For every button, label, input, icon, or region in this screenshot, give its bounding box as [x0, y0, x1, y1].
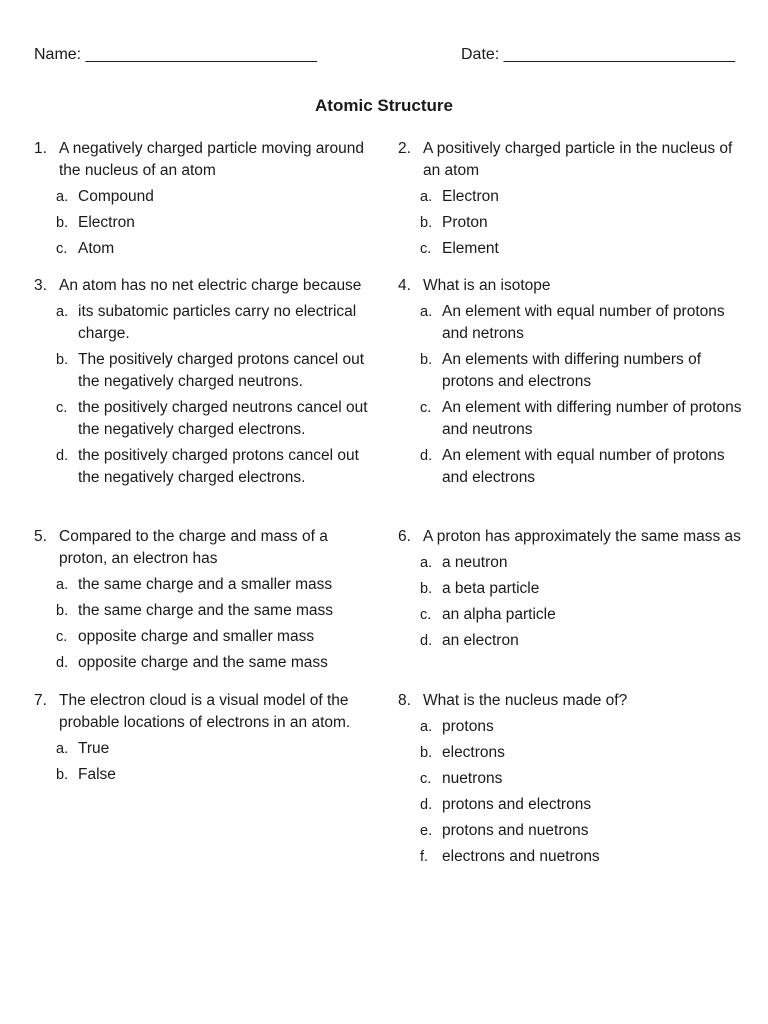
option-text: An elements with differing numbers of protons and electrons	[442, 351, 702, 390]
question-text: An atom has no net electric charge because	[59, 277, 362, 294]
answer-option	[34, 652, 379, 674]
option-text: True	[78, 740, 110, 757]
question-text: A negatively charged particle moving around the nucleus of an atom	[59, 140, 365, 179]
question-number: 2.	[398, 140, 411, 157]
option-letter: b.	[420, 352, 433, 368]
question-number: 4.	[398, 277, 411, 294]
question-text: A positively charged particle in the nucleus of an atom	[423, 140, 733, 179]
option-letter: c.	[420, 771, 432, 787]
option-text: Proton	[442, 214, 488, 231]
option-text: Atom	[78, 240, 115, 257]
question-number: 8.	[398, 692, 411, 709]
question-3	[34, 275, 379, 493]
name-field-label: Name: __________________________	[34, 46, 317, 63]
question-number: 5.	[34, 528, 47, 545]
option-text: Compound	[78, 188, 154, 205]
answer-option	[398, 630, 743, 652]
option-text: nuetrons	[442, 770, 503, 787]
option-letter: a.	[420, 719, 433, 735]
option-letter: a.	[56, 577, 69, 593]
option-letter: c.	[56, 400, 68, 416]
date-field-label: Date: __________________________	[461, 46, 736, 63]
option-letter: f.	[420, 849, 429, 865]
answer-option	[34, 349, 379, 393]
option-letter: c.	[56, 629, 68, 645]
question-number: 1.	[34, 140, 47, 157]
option-letter: c.	[420, 241, 432, 257]
option-letter: c.	[420, 400, 432, 416]
answer-option	[398, 578, 743, 600]
option-text: An element with equal number of protons and electrons	[442, 447, 725, 486]
option-letter: d.	[420, 633, 433, 649]
option-letter: d.	[56, 448, 69, 464]
option-text: an electron	[442, 632, 519, 649]
option-letter: d.	[420, 797, 433, 813]
answer-option	[34, 600, 379, 622]
option-letter: d.	[56, 655, 69, 671]
answer-option	[398, 301, 743, 345]
question-2	[398, 138, 743, 264]
question-1	[34, 138, 379, 264]
question-text: The electron cloud is a visual model of the probable locations of electrons in an atom.	[59, 692, 351, 731]
question-4	[398, 275, 743, 493]
option-text: protons	[442, 718, 494, 735]
answer-option	[398, 445, 743, 489]
option-text: electrons and nuetrons	[442, 848, 600, 865]
question-text: A proton has approximately the same mass as	[423, 528, 741, 545]
option-text: the same charge and the same mass	[78, 602, 334, 619]
question-7	[34, 690, 379, 790]
question-text: What is an isotope	[423, 277, 551, 294]
answer-option	[398, 768, 743, 790]
option-text: electrons	[442, 744, 505, 761]
option-letter: d.	[420, 448, 433, 464]
answer-option	[398, 349, 743, 393]
option-text: opposite charge and smaller mass	[78, 628, 315, 645]
option-letter: a.	[420, 555, 433, 571]
answer-option	[34, 574, 379, 596]
option-text: the same charge and a smaller mass	[78, 576, 333, 593]
answer-option	[34, 445, 379, 489]
option-letter: b.	[420, 581, 433, 597]
option-letter: a.	[56, 304, 69, 320]
question-text: What is the nucleus made of?	[423, 692, 628, 709]
answer-option	[34, 738, 379, 760]
option-text: the positively charged protons cancel out the negatively charged electrons.	[78, 447, 359, 486]
option-text: Element	[442, 240, 499, 257]
answer-option	[398, 238, 743, 260]
answer-option	[398, 552, 743, 574]
option-letter: a.	[56, 741, 69, 757]
question-6	[398, 526, 743, 656]
answer-option	[34, 626, 379, 648]
option-letter: a.	[420, 189, 433, 205]
option-letter: b.	[56, 215, 69, 231]
option-letter: a.	[56, 189, 69, 205]
answer-option	[34, 238, 379, 260]
question-8	[398, 690, 743, 872]
answer-option	[398, 212, 743, 234]
answer-option	[398, 820, 743, 842]
answer-option	[34, 212, 379, 234]
option-text: An element with differing number of protons and neutrons	[442, 399, 742, 438]
option-text: Electron	[442, 188, 499, 205]
option-text: The positively charged protons cancel out the negatively charged neutrons.	[78, 351, 365, 390]
answer-option	[398, 604, 743, 626]
option-text: False	[78, 766, 116, 783]
answer-option	[398, 186, 743, 208]
answer-option	[398, 716, 743, 738]
answer-option	[34, 186, 379, 208]
option-letter: e.	[420, 823, 433, 839]
option-letter: c.	[56, 241, 68, 257]
page-title: Atomic Structure	[315, 96, 453, 115]
answer-option	[398, 397, 743, 441]
question-text: Compared to the charge and mass of a proton, an electron has	[59, 528, 328, 567]
question-number: 6.	[398, 528, 411, 545]
option-letter: b.	[56, 352, 69, 368]
answer-option	[398, 846, 743, 868]
option-text: a beta particle	[442, 580, 540, 597]
answer-option	[398, 742, 743, 764]
option-text: an alpha particle	[442, 606, 556, 623]
option-text: An element with equal number of protons and netrons	[442, 303, 725, 342]
option-letter: a.	[420, 304, 433, 320]
answer-option	[34, 397, 379, 441]
answer-option	[34, 764, 379, 786]
option-letter: b.	[420, 215, 433, 231]
option-text: its subatomic particles carry no electrical charge.	[78, 303, 357, 342]
answer-option	[398, 794, 743, 816]
option-text: a neutron	[442, 554, 508, 571]
option-text: protons and electrons	[442, 796, 592, 813]
option-text: opposite charge and the same mass	[78, 654, 328, 671]
option-letter: b.	[56, 767, 69, 783]
question-number: 7.	[34, 692, 47, 709]
option-letter: b.	[56, 603, 69, 619]
option-letter: b.	[420, 745, 433, 761]
question-number: 3.	[34, 277, 47, 294]
option-text: protons and nuetrons	[442, 822, 589, 839]
option-text: Electron	[78, 214, 135, 231]
answer-option	[34, 301, 379, 345]
option-text: the positively charged neutrons cancel out the negatively charged electrons.	[78, 399, 368, 438]
option-letter: c.	[420, 607, 432, 623]
question-5	[34, 526, 379, 678]
